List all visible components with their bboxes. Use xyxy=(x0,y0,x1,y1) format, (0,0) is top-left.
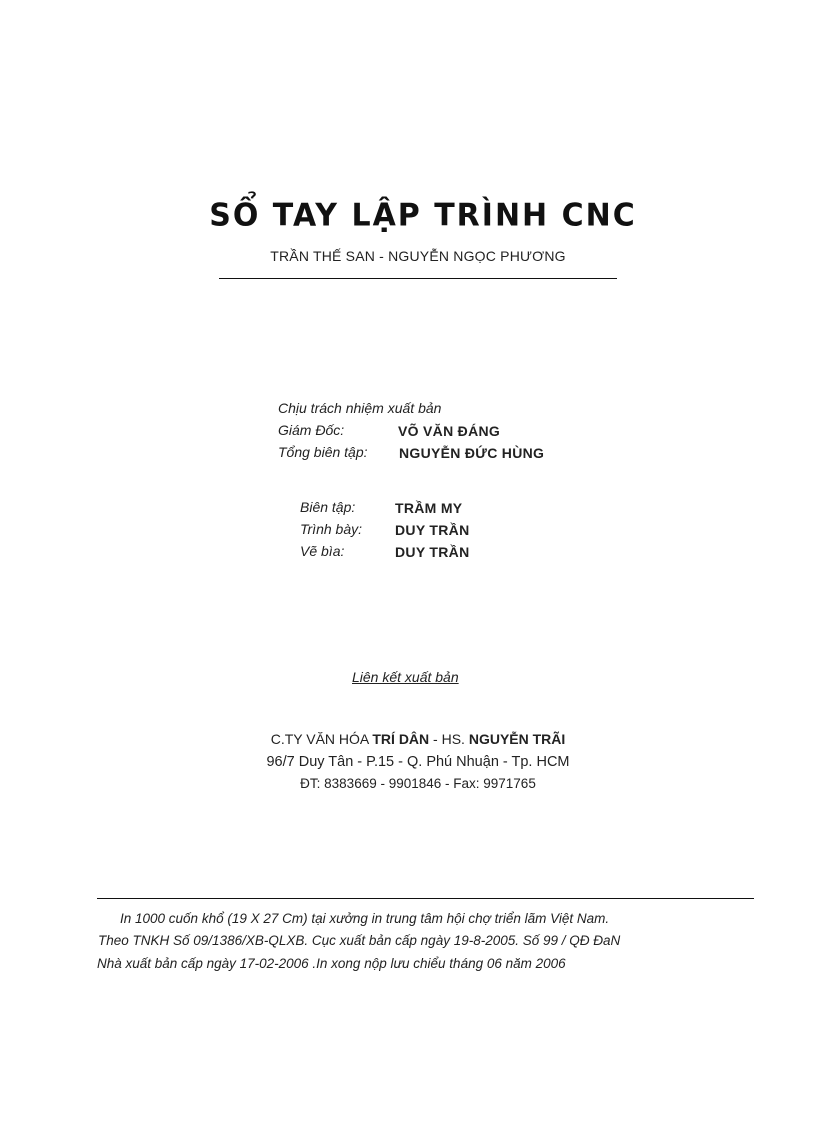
title-divider xyxy=(219,278,617,279)
publisher-company-line xyxy=(0,731,816,747)
director-label: Giám Đốc: xyxy=(278,422,345,438)
director-name: VÕ VĂN ĐÁNG xyxy=(398,423,501,439)
company-name: TRÍ DÂN xyxy=(372,731,430,747)
company-partner: NGUYỄN TRÃI xyxy=(468,731,566,747)
chief-editor-name: NGUYỄN ĐỨC HÙNG xyxy=(399,445,545,461)
book-authors: TRẦN THẾ SAN - NGUYỄN NGỌC PHƯƠNG xyxy=(270,248,566,264)
credits-heading: Chịu trách nhiệm xuất bản xyxy=(278,400,442,416)
company-mid: - HS. xyxy=(429,731,469,747)
imprint-line-2: Theo TNKH Số 09/1386/XB-QLXB. Cục xuất bản cấp ngày 19-8-2005. Số 99 / QĐ ĐaN xyxy=(98,933,621,948)
editor-label: Biên tập: xyxy=(300,499,356,515)
cover-label: Vẽ bìa: xyxy=(300,543,345,559)
chief-editor-label: Tổng biên tập: xyxy=(278,444,368,460)
publisher-address: 96/7 Duy Tân - P.15 - Q. Phú Nhuận - Tp. HCM xyxy=(266,754,570,770)
imprint-divider xyxy=(97,898,754,899)
imprint-line-3: Nhà xuất bản cấp ngày 17-02-2006 .In xong nộp lưu chiểu tháng 06 năm 2006 xyxy=(97,956,566,971)
layout-name: DUY TRẦN xyxy=(395,522,470,538)
layout-label: Trình bày: xyxy=(300,521,362,537)
book-title: SỔ TAY LẬP TRÌNH CNC xyxy=(209,197,637,234)
company-prefix: C.TY VĂN HÓA xyxy=(270,731,373,747)
cover-name: DUY TRẦN xyxy=(395,544,470,560)
joint-publishing-heading: Liên kết xuất bản xyxy=(352,669,459,685)
imprint-line-1: In 1000 cuốn khổ (19 X 27 Cm) tại xưởng in trung tâm hội chợ triển lãm Việt Nam. xyxy=(120,911,610,926)
publisher-phone: ĐT: 8383669 - 9901846 - Fax: 9971765 xyxy=(300,776,536,791)
editor-name: TRẦM MY xyxy=(395,500,463,516)
